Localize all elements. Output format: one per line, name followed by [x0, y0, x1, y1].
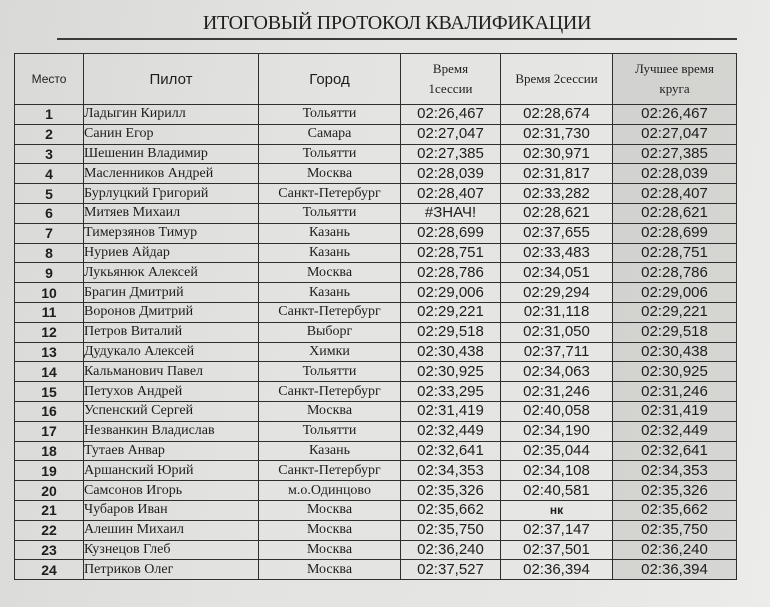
best-lap-cell: 02:30,438 — [613, 342, 737, 362]
city-cell: Казань — [259, 243, 401, 263]
pilot-cell: Тимерзянов Тимур — [84, 223, 259, 243]
city-cell: Москва — [259, 401, 401, 421]
place-cell: 14 — [15, 362, 84, 382]
place-cell: 19 — [15, 461, 84, 481]
best-lap-cell: 02:36,240 — [613, 540, 737, 560]
session2-time-cell: 02:29,294 — [501, 283, 613, 303]
session1-time-cell: 02:30,438 — [401, 342, 501, 362]
best-lap-cell: 02:29,518 — [613, 322, 737, 342]
best-lap-cell: 02:28,699 — [613, 223, 737, 243]
table-row — [15, 243, 737, 263]
table-row — [15, 461, 737, 481]
best-lap-cell: 02:35,326 — [613, 481, 737, 501]
best-lap-cell: 02:30,925 — [613, 362, 737, 382]
table-row — [15, 184, 737, 204]
place-cell: 3 — [15, 144, 84, 164]
place-cell: 6 — [15, 203, 84, 223]
city-cell: Москва — [259, 500, 401, 520]
session1-time-cell: #ЗНАЧ! — [401, 203, 501, 223]
session1-time-cell: 02:35,326 — [401, 481, 501, 501]
session2-time-cell: 02:34,108 — [501, 461, 613, 481]
best-lap-cell: 02:32,449 — [613, 421, 737, 441]
session1-time-cell: 02:27,047 — [401, 124, 501, 144]
column-header-city: Город — [259, 54, 401, 105]
session2-time-cell: 02:35,044 — [501, 441, 613, 461]
session1-time-cell: 02:34,353 — [401, 461, 501, 481]
place-cell: 24 — [15, 560, 84, 580]
table-row — [15, 342, 737, 362]
pilot-cell: Митяев Михаил — [84, 203, 259, 223]
best-lap-cell: 02:28,407 — [613, 184, 737, 204]
table-row — [15, 421, 737, 441]
session1-time-cell: 02:35,750 — [401, 520, 501, 540]
best-lap-cell: 02:29,221 — [613, 302, 737, 322]
place-cell: 9 — [15, 263, 84, 283]
place-cell: 15 — [15, 382, 84, 402]
session1-time-cell: 02:28,699 — [401, 223, 501, 243]
column-header-pilot: Пилот — [84, 54, 259, 105]
table-row — [15, 203, 737, 223]
session2-time-cell: 02:40,581 — [501, 481, 613, 501]
pilot-cell: Шешенин Владимир — [84, 144, 259, 164]
city-cell: Тольятти — [259, 362, 401, 382]
pilot-cell: Бурлуцкий Григорий — [84, 184, 259, 204]
best-lap-cell: 02:35,750 — [613, 520, 737, 540]
session2-time-cell: 02:37,147 — [501, 520, 613, 540]
pilot-cell: Петров Виталий — [84, 322, 259, 342]
session2-time-cell: нк — [501, 500, 613, 520]
best-lap-cell: 02:27,385 — [613, 144, 737, 164]
city-cell: Казань — [259, 441, 401, 461]
place-cell: 4 — [15, 164, 84, 184]
table-row — [15, 322, 737, 342]
pilot-cell: Лукьянюк Алексей — [84, 263, 259, 283]
pilot-cell: Тутаев Анвар — [84, 441, 259, 461]
document-title: ИТОГОВЫЙ ПРОТОКОЛ КВАЛИФИКАЦИИ — [202, 12, 592, 34]
column-header-best-lap — [613, 54, 737, 105]
table-row — [15, 124, 737, 144]
table-row — [15, 164, 737, 184]
best-lap-cell: 02:28,751 — [613, 243, 737, 263]
qualification-results-table — [14, 53, 737, 580]
place-cell: 8 — [15, 243, 84, 263]
table-row — [15, 441, 737, 461]
table-row — [15, 223, 737, 243]
best-lap-cell: 02:31,246 — [613, 382, 737, 402]
pilot-cell: Аршанский Юрий — [84, 461, 259, 481]
session2-time-cell: 02:31,246 — [501, 382, 613, 402]
pilot-cell: Ладыгин Кирилл — [84, 105, 259, 125]
session2-time-cell: 02:37,711 — [501, 342, 613, 362]
session1-header-line2: 1сессии — [428, 81, 473, 96]
session2-time-cell: 02:36,394 — [501, 560, 613, 580]
place-cell: 11 — [15, 302, 84, 322]
session1-header-line1: Время — [432, 61, 469, 76]
city-cell: м.о.Одинцово — [259, 481, 401, 501]
city-cell: Москва — [259, 263, 401, 283]
place-cell: 13 — [15, 342, 84, 362]
city-cell: Выборг — [259, 322, 401, 342]
session1-time-cell: 02:30,925 — [401, 362, 501, 382]
session1-time-cell: 02:29,518 — [401, 322, 501, 342]
city-cell: Тольятти — [259, 105, 401, 125]
best-lap-cell: 02:36,394 — [613, 560, 737, 580]
title-underline — [57, 38, 737, 40]
pilot-cell: Алешин Михаил — [84, 520, 259, 540]
header-row — [15, 54, 737, 105]
table-row — [15, 401, 737, 421]
place-cell: 18 — [15, 441, 84, 461]
session1-time-cell: 02:37,527 — [401, 560, 501, 580]
place-cell: 5 — [15, 184, 84, 204]
table-row — [15, 382, 737, 402]
pilot-cell: Масленников Андрей — [84, 164, 259, 184]
pilot-cell: Брагин Дмитрий — [84, 283, 259, 303]
column-header-session1 — [401, 54, 501, 105]
city-cell: Санкт-Петербург — [259, 302, 401, 322]
session1-time-cell: 02:28,039 — [401, 164, 501, 184]
place-cell: 10 — [15, 283, 84, 303]
place-cell: 23 — [15, 540, 84, 560]
pilot-cell: Незванкин Владислав — [84, 421, 259, 441]
place-cell: 1 — [15, 105, 84, 125]
pilot-cell: Чубаров Иван — [84, 500, 259, 520]
best-lap-cell: 02:28,039 — [613, 164, 737, 184]
best-lap-cell: 02:34,353 — [613, 461, 737, 481]
session1-time-cell: 02:27,385 — [401, 144, 501, 164]
pilot-cell: Дудукало Алексей — [84, 342, 259, 362]
best-lap-cell: 02:31,419 — [613, 401, 737, 421]
table-row — [15, 263, 737, 283]
session1-time-cell: 02:26,467 — [401, 105, 501, 125]
pilot-cell: Воронов Дмитрий — [84, 302, 259, 322]
city-cell: Казань — [259, 283, 401, 303]
session1-time-cell: 02:28,751 — [401, 243, 501, 263]
best-lap-cell: 02:35,662 — [613, 500, 737, 520]
place-cell: 7 — [15, 223, 84, 243]
best-lap-cell: 02:28,621 — [613, 203, 737, 223]
best-lap-cell: 02:27,047 — [613, 124, 737, 144]
session1-time-cell: 02:28,786 — [401, 263, 501, 283]
place-cell: 20 — [15, 481, 84, 501]
session2-time-cell: 02:31,118 — [501, 302, 613, 322]
city-cell: Санкт-Петербург — [259, 184, 401, 204]
table-row — [15, 283, 737, 303]
city-cell: Санкт-Петербург — [259, 382, 401, 402]
session1-time-cell: 02:29,221 — [401, 302, 501, 322]
place-cell: 17 — [15, 421, 84, 441]
city-cell: Санкт-Петербург — [259, 461, 401, 481]
city-cell: Москва — [259, 520, 401, 540]
best-header-line1: Лучшее время — [635, 61, 714, 76]
session2-time-cell: 02:28,674 — [501, 105, 613, 125]
pilot-cell: Успенский Сергей — [84, 401, 259, 421]
session2-time-cell: 02:37,501 — [501, 540, 613, 560]
session2-time-cell: 02:31,817 — [501, 164, 613, 184]
table-row — [15, 500, 737, 520]
city-cell: Казань — [259, 223, 401, 243]
city-cell: Москва — [259, 540, 401, 560]
session1-time-cell: 02:32,641 — [401, 441, 501, 461]
city-cell: Москва — [259, 164, 401, 184]
best-header-line2: круга — [659, 81, 690, 96]
table-row — [15, 302, 737, 322]
table-row — [15, 560, 737, 580]
place-cell: 12 — [15, 322, 84, 342]
pilot-cell: Петухов Андрей — [84, 382, 259, 402]
city-cell: Тольятти — [259, 144, 401, 164]
place-cell: 2 — [15, 124, 84, 144]
place-cell: 21 — [15, 500, 84, 520]
session1-time-cell: 02:35,662 — [401, 500, 501, 520]
session1-time-cell: 02:28,407 — [401, 184, 501, 204]
session2-time-cell: 02:31,730 — [501, 124, 613, 144]
session2-time-cell: 02:34,051 — [501, 263, 613, 283]
session2-time-cell: 02:28,621 — [501, 203, 613, 223]
pilot-cell: Кальманович Павел — [84, 362, 259, 382]
city-cell: Москва — [259, 560, 401, 580]
session2-time-cell: 02:37,655 — [501, 223, 613, 243]
best-lap-cell: 02:28,786 — [613, 263, 737, 283]
session2-time-cell: 02:31,050 — [501, 322, 613, 342]
best-lap-cell: 02:32,641 — [613, 441, 737, 461]
session1-time-cell: 02:29,006 — [401, 283, 501, 303]
session2-time-cell: 02:33,483 — [501, 243, 613, 263]
session1-time-cell: 02:32,449 — [401, 421, 501, 441]
table-row — [15, 105, 737, 125]
place-cell: 22 — [15, 520, 84, 540]
best-lap-cell: 02:29,006 — [613, 283, 737, 303]
column-header-session2: Время 2сессии — [501, 54, 613, 105]
place-cell: 16 — [15, 401, 84, 421]
table-row — [15, 362, 737, 382]
table-row — [15, 540, 737, 560]
city-cell: Химки — [259, 342, 401, 362]
city-cell: Тольятти — [259, 203, 401, 223]
pilot-cell: Нуриев Айдар — [84, 243, 259, 263]
table-row — [15, 144, 737, 164]
session2-time-cell: 02:34,190 — [501, 421, 613, 441]
session2-time-cell: 02:30,971 — [501, 144, 613, 164]
session1-time-cell: 02:36,240 — [401, 540, 501, 560]
session2-time-cell: 02:34,063 — [501, 362, 613, 382]
session2-time-cell: 02:33,282 — [501, 184, 613, 204]
table-row — [15, 520, 737, 540]
city-cell: Тольятти — [259, 421, 401, 441]
session2-time-cell: 02:40,058 — [501, 401, 613, 421]
session1-time-cell: 02:31,419 — [401, 401, 501, 421]
column-header-place: Место — [15, 54, 84, 105]
pilot-cell: Кузнецов Глеб — [84, 540, 259, 560]
pilot-cell: Санин Егор — [84, 124, 259, 144]
pilot-cell: Петриков Олег — [84, 560, 259, 580]
pilot-cell: Самсонов Игорь — [84, 481, 259, 501]
session1-time-cell: 02:33,295 — [401, 382, 501, 402]
table-row — [15, 481, 737, 501]
city-cell: Самара — [259, 124, 401, 144]
best-lap-cell: 02:26,467 — [613, 105, 737, 125]
